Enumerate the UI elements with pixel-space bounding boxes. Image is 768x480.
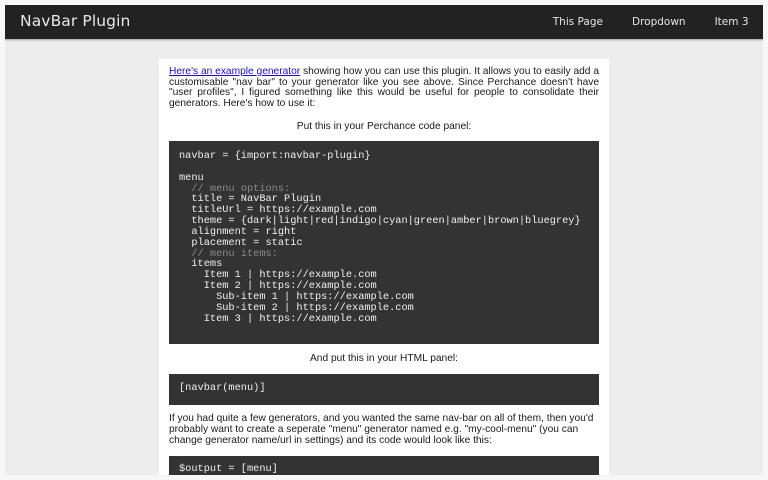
navbar-title-link[interactable]: NavBar Plugin [20,12,131,30]
content-card [159,59,609,475]
code-comment-line: // menu items: [179,247,278,260]
nav-item-dropdown[interactable]: Dropdown [631,16,686,28]
page-viewport [5,5,763,475]
code-line: navbar = {import:navbar-plugin} [179,150,371,162]
code-line: theme = {dark|light|red|indigo|cyan|green|amber|brown|bluegrey} [179,215,581,228]
code-line: Item 3 | https://example.com [179,312,377,325]
code-block-perchance [169,141,599,344]
code-line: Sub-item 1 | https://example.com [179,290,414,303]
code-block-html: [navbar(menu)] [169,374,599,405]
nav-item-this-page[interactable]: This Page [552,16,603,28]
nav-item-item-3[interactable]: Item 3 [714,16,749,28]
navbar [5,5,763,39]
code-block-menu-output: $output = [menu] [169,456,599,475]
code-line: Item 2 | https://example.com [179,280,377,293]
intro-paragraph [169,67,599,109]
code-comment-line: // menu options: [179,182,291,195]
navbar-items [538,5,763,39]
html-panel-caption: And put this in your HTML panel: [310,353,458,364]
intro-text: showing how you can use this plugin. It allows you to easily add a customisable "nav bar" to your generator like you see above. Since Perchance doesn't have "user profiles", I figured something like this would be useful for people to consolidate their generators. Here's how to use it: [169,66,599,109]
code-line: Sub-item 2 | https://example.com [179,301,414,314]
code-line: title = NavBar Plugin [179,193,322,206]
code-line: titleUrl = https://example.com [179,204,377,217]
code-line: placement = static [179,236,303,249]
code-line: alignment = right [179,225,297,238]
code-line: Item 1 | https://example.com [179,269,377,282]
menu-generator-paragraph: If you had quite a few generators, and you wanted the same nav-bar on all of them, then you'd probably want to create a seperate "menu" generator named e.g. "my-cool-menu" (you can change generator name/url in settings) and its code would look like this: [169,413,594,447]
code-line: menu [179,171,204,184]
code-panel-caption: Put this in your Perchance code panel: [296,121,472,132]
example-generator-link[interactable]: Here's an example generator [169,66,301,77]
code-line: items [179,258,223,271]
